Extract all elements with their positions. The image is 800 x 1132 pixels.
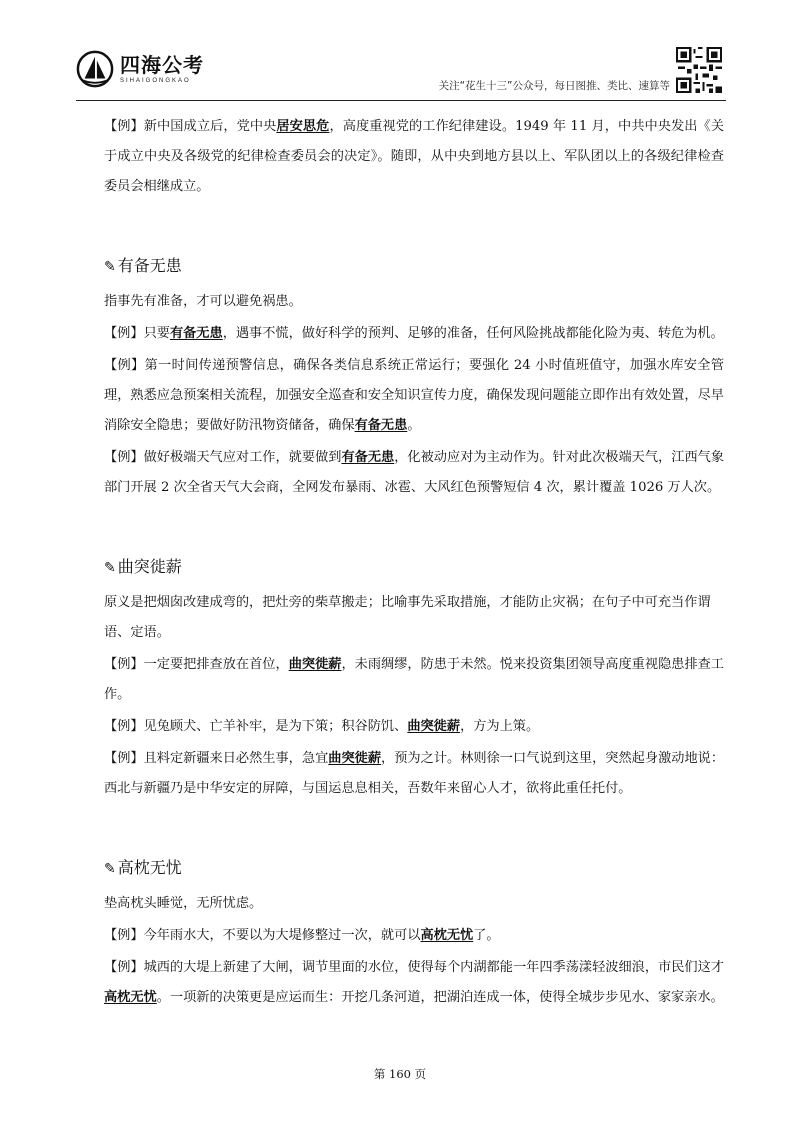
example-text-post: ，预为之计。林则徐一口气说到这里，突然起身激动地说：西北与新疆乃是中华安定的屏障，与国运息息相关，吾数年来留心人才，欲将此重任托付。 [104, 751, 725, 796]
example-text-post: 了。 [473, 928, 500, 943]
example-tag: 【例】 [104, 119, 144, 134]
logo-pinyin-name: SIHAIGONGKAO [120, 77, 191, 84]
example-paragraph [104, 443, 724, 503]
idiom-meaning: 原义是把烟囱改建成弯的，把灶旁的柴草搬走；比喻事先采取措施，才能防止灾祸；在句子中可充当作谓语、定语。 [104, 595, 711, 640]
example-tag: 【例】 [104, 928, 144, 943]
example-text-post: 。 [407, 418, 421, 433]
example-paragraph [104, 953, 724, 1013]
idiom-title-text: 有备无患 [117, 256, 182, 275]
idiom-highlight: 居安思危 [276, 119, 330, 134]
example-text-pre: 且料定新疆来日必然生事，急宜 [143, 751, 329, 766]
example-text-pre: 见兔顾犬、亡羊补牢，是为下策；积谷防饥、 [143, 719, 408, 734]
page-content [104, 112, 724, 1015]
idiom-highlight: 高枕无忧 [420, 928, 474, 943]
pencil-icon: ✎ [104, 259, 116, 275]
example-text-post: ，未雨绸缪，防患于未然。悦来投资集团领导高度重视隐患排查工作。 [104, 657, 725, 702]
example-text-post: ，化被动应对为主动作为。针对此次极端天气，江西气象部门开展 2 次全省天气大会商，全网发布暴雨、冰雹、大风红色预警短信 4 次，累计覆盖 1026 万人次。 [104, 450, 725, 495]
example-paragraph [104, 319, 724, 349]
intro-example [104, 112, 724, 202]
idiom-title-text: 曲突徙薪 [117, 557, 182, 576]
idiom-highlight: 曲突徙薪 [288, 657, 342, 672]
idiom-title-text: 高枕无忧 [117, 858, 182, 877]
example-text-pre: 城西的大堤上新建了大闸，调节里面的水位，使得每个内湖都能一年四季荡漾轻波细浪，市民们这才 [143, 960, 724, 975]
idiom-highlight: 高枕无忧 [104, 990, 157, 1005]
pencil-icon: ✎ [104, 861, 116, 877]
idiom-section-gaozhenwuyou [104, 856, 724, 1013]
example-tag: 【例】 [104, 960, 144, 975]
idiom-meaning: 指事先有准备，才可以避免祸患。 [104, 294, 302, 309]
example-text-pre: 一定要把排查放在首位， [143, 657, 289, 672]
example-paragraph [104, 744, 724, 804]
example-tag: 【例】 [104, 751, 144, 766]
example-tag: 【例】 [104, 719, 144, 734]
page-number: 第 160 页 [373, 1067, 427, 1081]
example-tag: 【例】 [104, 358, 145, 373]
header-tagline: 关注“花生十三”公众号，每日图推、类比、速算等 [438, 80, 670, 92]
example-text-pre: 新中国成立后，党中央 [143, 119, 277, 134]
example-text-post: ，遇事不慌，做好科学的预判、足够的准备，任何风险挑战都能化险为夷、转危为机。 [222, 326, 724, 341]
idiom-title [104, 856, 724, 881]
example-text-pre: 只要 [143, 326, 170, 341]
idiom-highlight: 有备无患 [354, 418, 408, 433]
example-tag: 【例】 [104, 326, 144, 341]
idiom-highlight: 有备无患 [169, 326, 223, 341]
example-text-post: ，方为上策。 [460, 719, 540, 734]
idiom-section-youbeiwuhuan [104, 254, 724, 503]
example-tag: 【例】 [104, 657, 144, 672]
idiom-title [104, 254, 724, 279]
pencil-icon: ✎ [104, 560, 116, 576]
sihai-logo [76, 50, 204, 88]
example-text-pre: 第一时间传递预警信息，确保各类信息系统正常运行；要强化 24 小时值班值守，加强水库安全管理，熟悉应急预案相关流程，加强安全巡查和安全知识宣传力度，确保发现问题能立即作出有效处置，尽早消除安全隐患；要做好防汛物资储备，确保 [104, 358, 725, 433]
idiom-meaning: 垫高枕头睡觉，无所忧虑。 [104, 896, 263, 911]
example-paragraph [104, 650, 724, 710]
example-paragraph [104, 351, 724, 441]
example-tag: 【例】 [104, 450, 144, 465]
qr-code-icon [676, 47, 722, 93]
example-paragraph [104, 712, 724, 742]
idiom-highlight: 曲突徙薪 [328, 751, 382, 766]
example-text-post: 。一项新的决策更是应运而生：开挖几条河道，把湖泊连成一体，使得全城步步见水、家家亲水。 [156, 990, 724, 1005]
header-divider [76, 100, 726, 101]
idiom-section-qutuxixin [104, 555, 724, 804]
example-text-pre: 做好极端天气应对工作，就要做到 [143, 450, 342, 465]
example-text-post: ，高度重视党的工作纪律建设。1949 年 11 月，中共中央发出《关于成立中央及各级党的纪律检查委员会的决定》。随即，从中央到地方县以上、军队团以上的各级纪律检查委员会相继成立。 [104, 119, 725, 194]
idiom-highlight: 有备无患 [341, 450, 395, 465]
idiom-title [104, 555, 724, 580]
example-text-pre: 今年雨水大，不要以为大堤修整过一次，就可以 [143, 928, 421, 943]
page-header [0, 0, 800, 104]
logo-chinese-name: 四海公考 [120, 52, 204, 77]
sailboat-logo-icon [76, 50, 114, 88]
example-paragraph [104, 921, 724, 951]
idiom-highlight: 曲突徙薪 [407, 719, 461, 734]
